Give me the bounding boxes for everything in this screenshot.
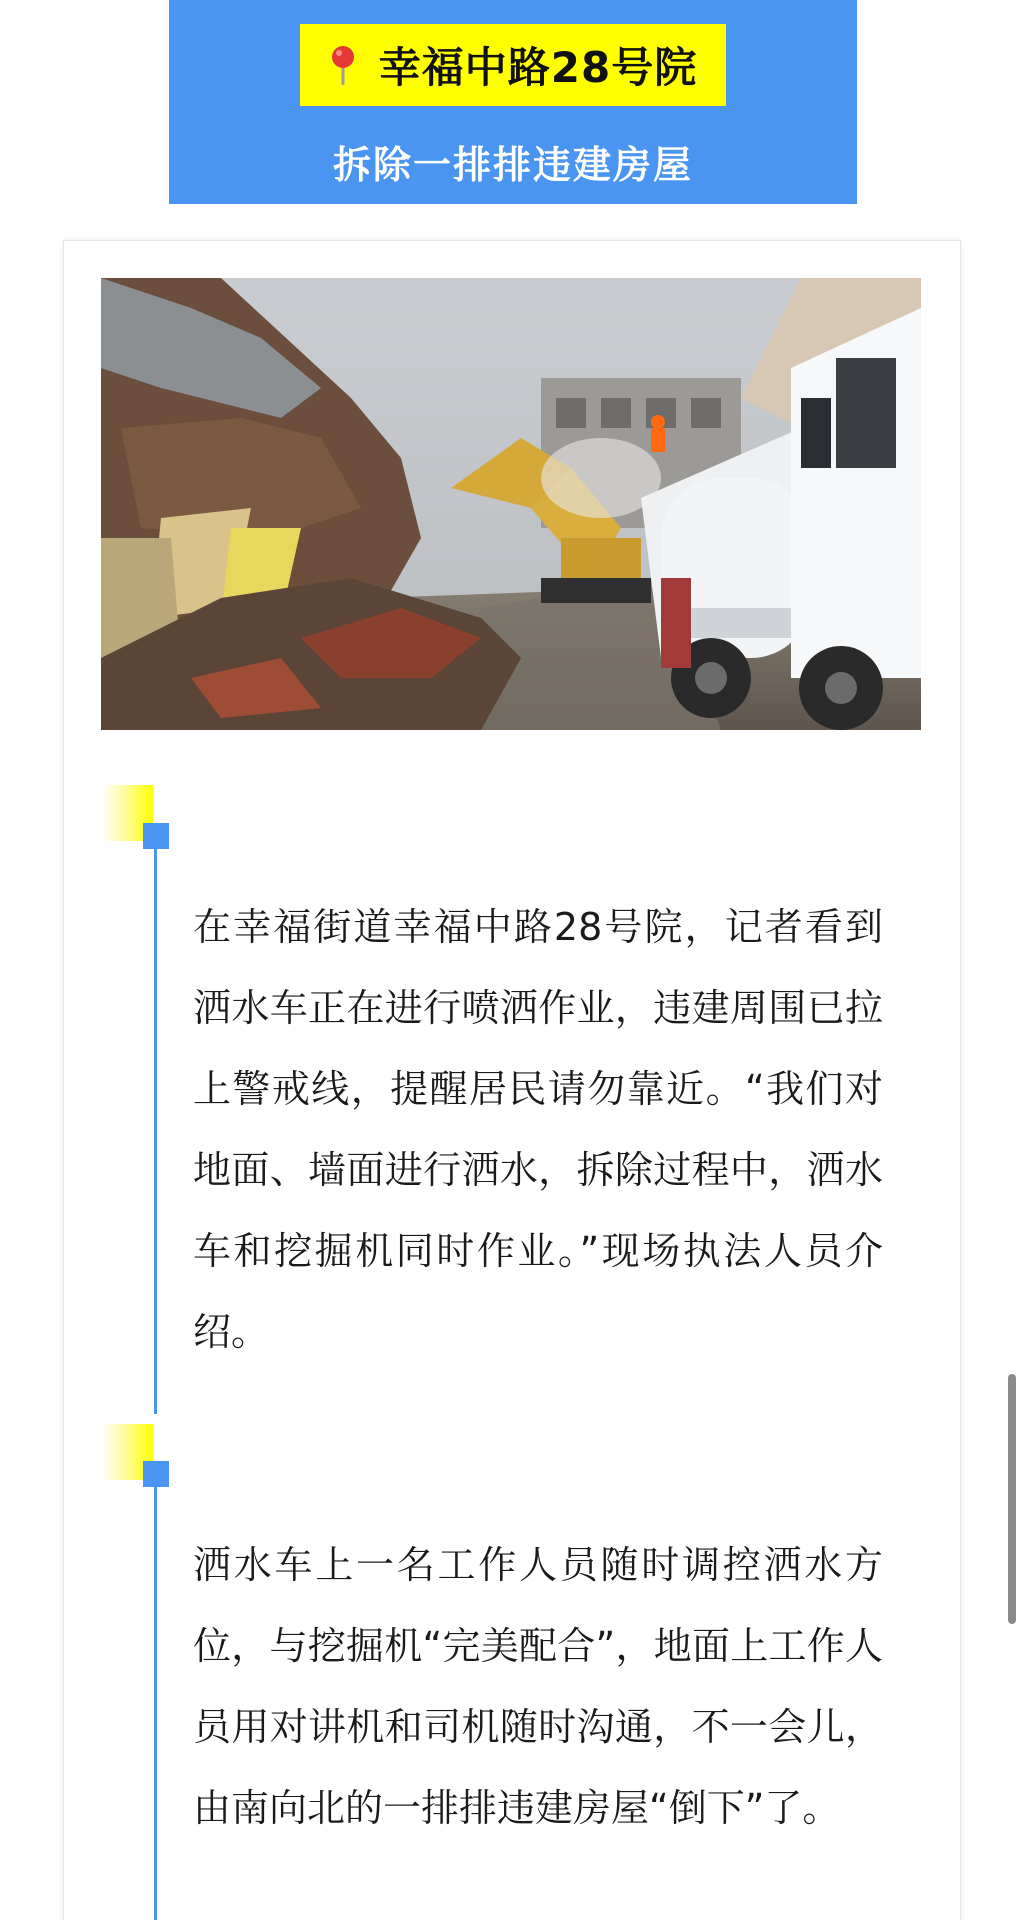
page-subtitle: 拆除一排排违建房屋 [332,143,693,187]
timeline-marker-square [143,1461,169,1487]
demolition-photo [101,278,921,730]
scrollbar[interactable] [1008,1374,1016,1624]
article-paragraph: 洒水车上一名工作人员随时调控洒水方位，与挖掘机“完美配合”，地面上工作人员用对讲机和司机随时沟通，不一会儿，由南向北的一排排违建房屋“倒下”了。 [193,1543,883,1830]
timeline-marker-square [143,823,169,849]
article-paragraph: 在幸福街道幸福中路28号院，记者看到洒水车正在进行喷洒作业，违建周围已拉上警戒线，提醒居民请勿靠近。“我们对地面、墙面进行洒水，拆除过程中，洒水车和挖掘机同时作业。”现场执法人员介绍。 [193,905,883,1354]
timeline-line [154,849,157,1414]
header-banner [169,0,857,204]
timeline-line [154,1487,157,1920]
title-box [300,24,726,106]
page-title: 幸福中路28号院 [378,43,698,92]
map-pin-icon [329,45,357,85]
